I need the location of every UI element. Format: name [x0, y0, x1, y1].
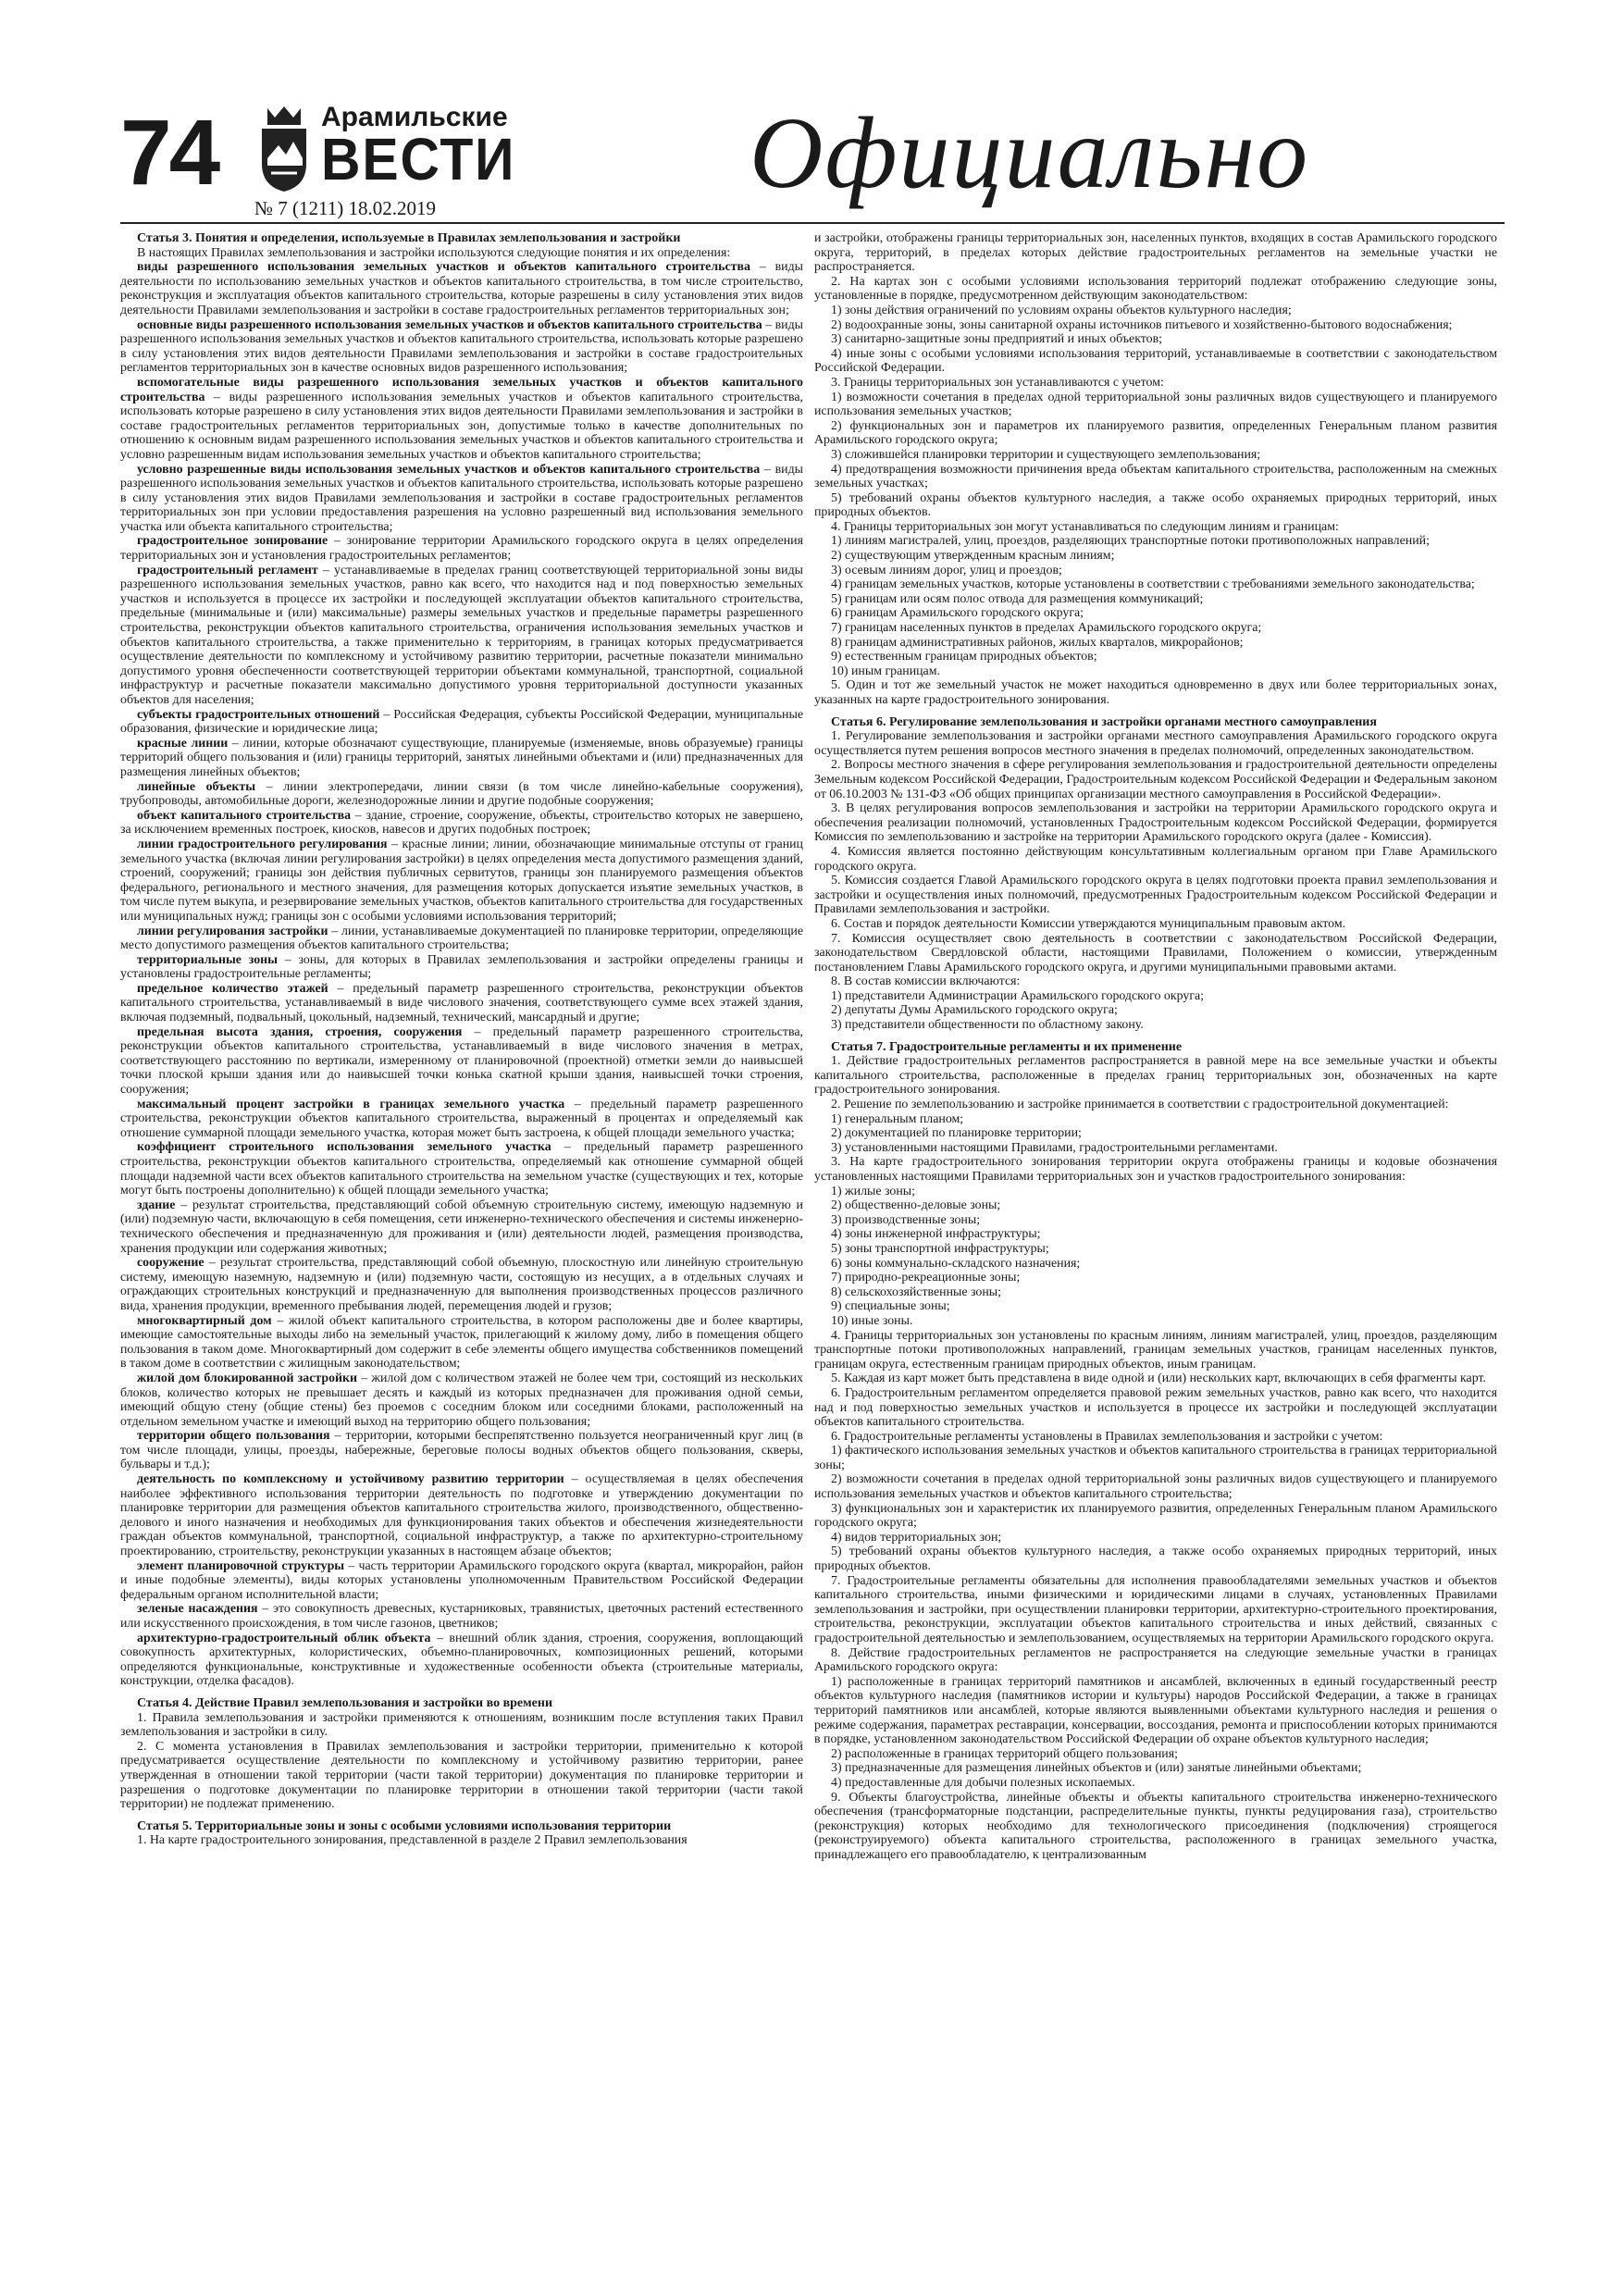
defined-term: условно разрешенные виды использования земельных участков и объектов капитального строительства [137, 462, 761, 477]
definition-text: – красные линии; линии, обозначающие минимальные отступы от границ земельного участка (включая линии регулирования застройки) в целях определения места допустимого размещения зданий, строений, сооружений; границы зон действия публичных сервитутов, границы зон планируемого размещения объектов федерального, регионального и местного значения, для размещения которых допускается изъятие земельных участков, в том числе путем выкупа, и резервирование земельных участков, объектов капитального строительства для государственных или муниципальных нужд; границы зон с особыми условиями использования территорий; [120, 837, 803, 924]
paragraph: 1. Действие градостроительных регламентов распространяется в равной мере на все земельные участки и объекты капитального строительства, расположенные в пределах границ территориальных зон, обозначенных на карте градостроительного зонирования. [814, 1054, 1497, 1098]
definition-text: – предельный параметр разрешенного строительства, реконструкции объектов капитального строительства, устанавливаемый в виде числового значения, соответствующего сумме всех этажей здания, включая подземный, подвальный, цокольный, надземный, технический, мансардный и другие; [120, 981, 803, 1025]
coat-of-arms-icon [254, 105, 314, 193]
paragraph: 3. В целях регулирования вопросов землепользования и застройки на территории Арамильского городского округа и обеспечения реализации полномочий, установленных Градостроительным кодексом Российской Федерации, формируется Комиссия по землепользованию и застройке на территории Арамильского городского округа (далее - Комиссия). [814, 801, 1497, 845]
paragraph: 3) осевым линиям дорог, улиц и проездов; [831, 563, 1062, 577]
defined-term: территориальные зоны [137, 952, 279, 967]
definition-paragraph [120, 1314, 803, 1371]
definition-text: – Российская Федерация, субъекты Российской Федерации, муниципальные образования, физические и юридические лица; [120, 707, 803, 737]
definition-text: – виды деятельности по использованию земельных участков и объектов капитального строительства, в том числе строительство, реконструкция и эксплуатация объектов капитального строительства, которые разрешены в силу установления этих видов деятельности Правилами землепользования и застройки в составе градостроительных регламентов территориальных зон; [120, 260, 803, 317]
logo-top-text: Арамильские [321, 102, 508, 132]
paragraph: 1) представители Администрации Арамильского городского округа; [831, 988, 1205, 1003]
paragraph: 4. Комиссия является постоянно действующим консультативным коллегиальным органом при Главе Арамильского городского округа. [814, 844, 1497, 874]
definition-paragraph [120, 1371, 803, 1429]
definition-paragraph [120, 708, 803, 737]
defined-term: линии градостроительного регулирования [137, 837, 388, 851]
definition-text: – часть территории Арамильского городского округа (квартал, микрорайон, район и иные подобные элементы), виды которых установлены уполномоченным Правительством Российской Федерации федеральным органом исполнительной власти; [120, 1558, 804, 1602]
defined-term: многоквартирный дом [137, 1313, 272, 1328]
definition-text: – результат строительства, представляющий собой объемную строительную систему, имеющую надземную и (или) подземную части, включающую в себя помещения, сети инженерно-технического обеспечения и системы инженерно-технического обеспечения и предназначенную для проживания и (или) деятельности людей, размещения производства, хранения продукции или содержания животных; [120, 1198, 803, 1256]
definition-paragraph [120, 838, 803, 925]
paragraph: 1) расположенные в границах территорий памятников и ансамблей, включенных в единый государственный реестр объектов культурного наследия (памятников истории и культуры) народов Российской Федерации, а также в границах территорий памятников или ансамблей, которые являются выявленными объектами культурного наследия и решения о режиме содержания, параметрах реставрации, консервации, воссоздания, ремонта и приспособлении которых принимаются в порядке, установленном законодательством Российской Федерации об охране объектов культурного наследия; [814, 1674, 1497, 1747]
paragraph: 8. Действие градостроительных регламентов не распространяется на следующие земельные участки в границах Арамильского городского округа: [814, 1645, 1497, 1675]
paragraph: 2) существующим утвержденным красным линиям; [831, 549, 1115, 564]
defined-term: максимальный процент застройки в границах земельного участка [137, 1097, 565, 1111]
paragraph: 3) предназначенные для размещения линейных объектов и (или) занятые линейными объектами; [831, 1761, 1362, 1776]
paragraph: 2) расположенные в границах территорий общего пользования; [831, 1746, 1178, 1761]
paragraph: 6) границам Арамильского городского округа; [831, 606, 1084, 621]
paragraph: 3. Границы территориальных зон устанавливаются с учетом: [831, 375, 1164, 390]
article-heading: Статья 6. Регулирование землепользования и застройки органами местного самоуправления [831, 714, 1377, 729]
definition-text: – зоны, для которых в Правилах землепользования и застройки определены границы и установлены градостроительные регламенты; [120, 952, 803, 982]
definition-paragraph [120, 982, 803, 1025]
paragraph: 3) санитарно-защитные зоны предприятий и иных объектов; [831, 332, 1163, 347]
paragraph: 7) границам населенных пунктов в пределах Арамильского городского округа; [831, 621, 1262, 636]
defined-term: коэффициент строительного использования земельного участка [137, 1140, 551, 1155]
defined-term: градостроительное зонирование [137, 534, 328, 549]
defined-term: субъекты градостроительных отношений [137, 707, 380, 722]
masthead [120, 88, 1490, 227]
paragraph: 3) функциональных зон и характеристик их планируемого развития, определенных Генеральным планом Арамильского городского округа; [814, 1501, 1497, 1531]
definition-paragraph [120, 260, 803, 317]
right-column [814, 231, 1497, 1863]
article-heading: Статья 5. Территориальные зоны и зоны с особыми условиями использования территории [137, 1818, 672, 1833]
definition-text: – жилой дом с количеством этажей не более чем три, состоящий из нескольких блоков, количество которых не превышает десять и каждый из которых предназначен для проживания одной семьи, имеющий общую стену (общие стены) без проемов с соседним блоком или соседними блоками, расположенный на отдельном земельном участке и имеющий выход на территорию общего пользования; [120, 1371, 804, 1429]
paragraph: 2. На картах зон с особыми условиями использования территорий подлежат отображению следующие зоны, установленные в порядке, предусмотренном действующим законодательством: [814, 274, 1497, 304]
paragraph: 4. Границы территориальных зон могут устанавливаться по следующим линиям и границам: [831, 519, 1339, 534]
definition-text: – устанавливаемые в пределах границ соответствующей территориальной зоны виды разрешенного использования земельных участков, равно как всего, что находится над и под поверхностью земельных участков и используется в процессе их застройки и последующей эксплуатации объектов капитального строительства, предельные (минимальные и (или) максимальные) размеры земельных участков и предельные параметры разрешенного строительства, реконструкции объектов капитального строительства, ограничения использования земельных участков и объектов капитального строительства, а также применительно к территориям, в границах которых предусматривается осуществление деятельности по комплексному и устойчивому развитию территории, расчетные показатели минимально допустимого уровня обеспеченности соответствующей территории объектами коммунальной, транспортной, социальной инфраструктур и расчетные показатели максимально допустимого уровня территориальной доступности указанных объектов для населения; [120, 563, 804, 707]
paragraph: 4. Границы территориальных зон установлены по красным линиям, линиям магистралей, улиц, проездов, разделяющим транспортные потоки противоположных направлений, границам земельных участков, границам населенных пунктов, границам округа, естественным границам природных объектов, иным границам. [814, 1328, 1497, 1371]
paragraph: 4) зоны инженерной инфраструктуры; [831, 1227, 1041, 1242]
definition-paragraph [120, 780, 803, 809]
defined-term: предельная высота здания, строения, сооружения [137, 1024, 463, 1039]
definition-text: – виды разрешенного использования земельных участков и объектов капитального строительства, использовать которые разрешено в силу установления этих видов деятельности Правилами землепользования и застройки в составе градостроительных регламентов территориальных зон, допустимые только в качестве дополнительных по отношению к основным видам разрешенного использования земельных участков и объектов капитального строительства и условно разрешенным видам использования земельных участков и объектов капитального строительства; [120, 390, 803, 462]
paragraph: 8) границам административных районов, жилых кварталов, микрорайонов; [831, 635, 1244, 650]
defined-term: предельное количество этажей [137, 981, 328, 996]
definition-text: – линии электропередачи, линии связи (в том числе линейно-кабельные сооружения), трубопроводы, автомобильные дороги, железнодорожные линии и другие подобные сооружения; [120, 779, 804, 809]
paragraph: 1. Регулирование землепользования и застройки органами местного самоуправления Арамильского городского округа осуществляется путем решения вопросов местного значения в пределах полномочий, определенных законодательством. [814, 729, 1497, 758]
defined-term: зеленые насаждения [137, 1602, 258, 1617]
paragraph: 3) установленными настоящими Правилами, градостроительными регламентами. [831, 1140, 1278, 1155]
definition-text: – предельный параметр разрешенного строительства, реконструкции объектов капитального строительства, выраженный в процентах и определяемый как отношение суммарной площади земельного участка, которая может быть застроена, к общей площади земельного участка; [120, 1097, 803, 1140]
paragraph: 4) видов территориальных зон; [831, 1530, 1002, 1545]
paragraph: 6. Градостроительным регламентом определяется правовой режим земельных участков, равно как всего, что находится над и под поверхностью земельных участков и используется в процессе их застройки и последующей эксплуатации объектов капитального строительства. [814, 1385, 1497, 1430]
definition-paragraph [120, 809, 803, 838]
definition-paragraph [120, 564, 803, 708]
article-heading: Статья 7. Градостроительные регламенты и их применение [831, 1039, 1183, 1054]
paragraph: 5) требований охраны объектов культурного наследия, а также особо охраняемых природных территорий, иных природных объектов. [814, 1545, 1497, 1574]
defined-term: линейные объекты [137, 779, 256, 794]
definition-paragraph [120, 737, 803, 780]
defined-term: территории общего пользования [137, 1429, 330, 1444]
definition-paragraph [120, 534, 803, 563]
paragraph: 2) депутаты Думы Арамильского городского округа; [831, 1003, 1118, 1018]
defined-term: объект капитального строительства [137, 808, 352, 823]
definition-text: – осуществляемая в целях обеспечения наиболее эффективного использования территории деятельность по подготовке и утверждению документации по планировке территории для размещения объектов капитального строительства жилого, производственного, общественно-делового и иного назначения и необходимых для функционирования таких объектов и обеспечения жизнедеятельности граждан объектов коммунальной, транспортной, социальной инфраструктур, а также по архитектурно-строительному проектированию, строительству, реконструкции указанных в настоящем абзаце объектов; [120, 1472, 803, 1559]
defined-term: жилой дом блокированной застройки [137, 1371, 358, 1385]
defined-term: здание [137, 1198, 176, 1212]
definition-text: – здание, строение, сооружение, объекты, строительство которых не завершено, за исключением временных построек, киосков, навесов и других подобных построек; [120, 808, 803, 838]
paragraph: 10) иным границам. [831, 664, 940, 678]
definition-paragraph [120, 1429, 803, 1472]
paragraph: 5. Один и тот же земельный участок не может находиться одновременно в двух или более территориальных зонах, указанных на карте градостроительного зонирования. [814, 678, 1497, 707]
definition-paragraph [120, 1098, 803, 1141]
definition-paragraph [120, 1198, 803, 1256]
paragraph: 5. Комиссия создается Главой Арамильского городского округа в целях подготовки проекта правил землепользования и застройки и осуществления иных полномочий, предусмотренных Градостроительным кодексом Российской Федерации и Правилами землепользования и застройки. [814, 874, 1497, 917]
definition-paragraph [120, 318, 803, 376]
paragraph: 1. На карте градостроительного зонирования, представленной в разделе 2 Правил землепользования [137, 1833, 688, 1848]
defined-term: сооружение [137, 1256, 204, 1271]
paragraph: 8) сельскохозяйственные зоны; [831, 1285, 1001, 1299]
definition-paragraph [120, 376, 803, 463]
defined-term: градостроительный регламент [137, 563, 318, 577]
paragraph: 4) предотвращения возможности причинения вреда объектам капитального строительства, расположенным на смежных земельных участках; [814, 462, 1497, 491]
paragraph: В настоящих Правилах землепользования и застройки используются следующие понятия и их определения: [137, 245, 731, 260]
defined-term: красные линии [137, 736, 229, 751]
definition-text: – результат строительства, представляющий собой объемную, плоскостную или линейную строительную систему, имеющую наземную, надземную и (или) подземную части, состоящую из несущих, а в отдельных случаях и ограждающих строительных конструкций и предназначенную для выполнения производственных процессов различного вида, хранения продукции, временного пребывания людей, перемещения людей и грузов; [120, 1256, 803, 1313]
issue-info: № 7 (1211) 18.02.2019 [254, 197, 436, 219]
definition-paragraph [120, 1256, 803, 1313]
paragraph: 2. Решение по землепользованию и застройке принимается в соответствии с градостроительной документацией: [831, 1098, 1449, 1112]
paragraph: 1) зоны действия ограничений по условиям охраны объектов культурного наследия; [831, 303, 1292, 317]
paragraph: 5. Каждая из карт может быть представлена в виде одной и (или) нескольких карт, включающих в себя фрагменты карт. [831, 1371, 1486, 1386]
definition-text: – жилой объект капитального строительства, в котором расположены две и более квартиры, имеющие самостоятельные выходы либо на земельный участок, прилегающий к жилому дому, либо в помещения общего пользования в таком доме. Многоквартирный дом содержит в себе элементы общего имущества собственников помещений в таком доме в соответствии с жилищным законодательством; [120, 1313, 804, 1371]
paragraph: 1) линиям магистралей, улиц, проездов, разделяющих транспортные потоки противоположных направлений; [831, 534, 1430, 549]
paragraph: 4) границам земельных участков, которые установлены в соответствии с требованиями земельного законодательства; [831, 577, 1475, 592]
paragraph: 8. В состав комиссии включаются: [831, 974, 1021, 989]
paragraph: 1) жилые зоны; [831, 1184, 915, 1198]
paragraph: 2) документацией по планировке территории; [831, 1126, 1082, 1141]
definition-text: – внешний облик здания, строения, сооружения, воплощающий совокупность архитектурных, колористических, объемно-планировочных, композиционных решений, которыми определяются функциональные, конструктивные и художественные особенности объекта (строительные материалы, конструкции, отделка фасадов). [120, 1631, 803, 1689]
definition-text: – линии, устанавливаемые документацией по планировке территории, определяющие место допустимого размещения объектов капитального строительства; [120, 924, 803, 953]
paragraph: 6. Градостроительные регламенты установлены в Правилах землепользования и застройки с учетом: [831, 1429, 1383, 1444]
paragraph: 3) сложившейся планировки территории и существующего землепользования; [831, 447, 1261, 462]
definition-paragraph [120, 1472, 803, 1559]
paragraph: 7. Комиссия осуществляет свою деятельность в соответствии с законодательством Российской Федерации, законодательством Свердловской области, настоящими Правилами, Положением о комиссии, утвержденным постановлением Главы Арамильского городского округа, и другими муниципальными правовыми актами. [814, 931, 1497, 974]
paragraph: и застройки, отображены границы территориальных зон, населенных пунктов, входящих в состав Арамильского городского округа, территорий, в пределах которых действие градостроительных регламентов на земельные участки не распространяется. [814, 231, 1497, 275]
paragraph: 5) границам или осям полос отвода для размещения коммуникаций; [831, 591, 1204, 606]
defined-term: деятельность по комплексному и устойчивому развитию территории [137, 1472, 564, 1487]
paragraph: 5) требований охраны объектов культурного наследия, а также особо охраняемых природных территорий, иных природных объектов. [814, 490, 1497, 520]
defined-term: линии регулирования застройки [137, 924, 328, 938]
newspaper-logo [254, 102, 588, 219]
definition-text: – виды разрешенного использования земельных участков и объектов капитального строительства, использовать которые разрешено в силу установления этих видов Правилами землепользования и застройки в составе градостроительных регламентов территориальных зон при условии предоставления разрешения на условно разрешенный вид использования земельного участка или объекта капитального строительства; [120, 462, 803, 534]
paragraph: 1) возможности сочетания в пределах одной территориальной зоны различных видов существующего и планируемого использования земельных участков; [814, 390, 1497, 419]
header-divider [120, 222, 1505, 224]
paragraph: 2) общественно-деловые зоны; [831, 1198, 1001, 1213]
paragraph: 3. На карте градостроительного зонирования территории округа отображены границы и кодовые обозначения установленных настоящими Правилами территориальных зон и участков градостроительного зонирования: [814, 1155, 1497, 1184]
defined-term: основные виды разрешенного использования земельных участков и объектов капитального строительства [137, 317, 762, 332]
paragraph: 2) функциональных зон и параметров их планируемого развития, определенных Генеральным планом развития Арамильского городского округа; [814, 418, 1497, 448]
paragraph: 9. Объекты благоустройства, линейные объекты и объекты капитального строительства инженерно-технического обеспечения (трансформаторные подстанции, распределительные пункты, пункты редуцирования газа), строительство (реконструкция) которых необходимо для технологического присоединения (подключения) строящегося (реконструируемого) объекта капитального строительства, расположенного в границах земельного участка, принадлежащего его правообладателю, к централизованным [814, 1790, 1497, 1862]
paragraph: 5) зоны транспортной инфраструктуры; [831, 1241, 1049, 1256]
definition-paragraph [120, 1602, 803, 1631]
left-column [120, 231, 803, 1848]
paragraph: 2) водоохранные зоны, зоны санитарной охраны источников питьевого и хозяйственно-бытового водоснабжения; [831, 317, 1453, 332]
paragraph: 9) специальные зоны; [831, 1299, 950, 1314]
paragraph: 3) представители общественности по областному закону. [831, 1018, 1144, 1033]
article-heading: Статья 3. Понятия и определения, используемые в Правилах землепользования и застройки [137, 231, 681, 245]
paragraph: 6) зоны коммунально-складского назначения; [831, 1256, 1081, 1271]
paragraph: 2) возможности сочетания в пределах одной территориальной зоны различных видов существующего и планируемого использования земельных участков и объектов капитального строительства; [814, 1472, 1497, 1502]
paragraph: 1) фактического использования земельных участков и объектов капитального строительства в границах территориальной зоны; [814, 1444, 1497, 1472]
definition-paragraph [120, 1140, 803, 1198]
section-title: Официально [750, 96, 1310, 209]
page-number: 74 [120, 101, 218, 205]
paragraph: 6. Состав и порядок деятельности Комиссии утверждаются муниципальным правовым актом. [831, 916, 1346, 931]
paragraph: 7. Градостроительные регламенты обязательны для исполнения правообладателями земельных участков и объектов капитального строительства, иными физическими и юридическими лицами в случаях, установленных Правилами землепользования и застройки, при осуществлении планировки территории, архитектурно-строительного проектирования, строительства, реконструкции, эксплуатации объектов капитального строительства и иных действий, связанных с градостроительной деятельностью и землепользованием, осуществляемых на территории Арамильского городского округа. [814, 1573, 1497, 1645]
definition-paragraph [120, 1025, 803, 1098]
paragraph: 4) предоставленные для добычи полезных ископаемых. [831, 1775, 1135, 1790]
defined-term: виды разрешенного использования земельных участков и объектов капитального строительства [137, 260, 750, 275]
paragraph: 9) естественным границам природных объектов; [831, 650, 1097, 664]
defined-term: элемент планировочной структуры [137, 1558, 345, 1573]
paragraph: 2. Вопросы местного значения в сфере регулирования землепользования и градостроительной деятельности определены Земельным кодексом Российской Федерации, Градостроительным кодексом Российской Федерации и Федеральным законом от 06.10.2003 № 131-ФЗ «Об общих принципах организации местного самоуправления в Российской Федерации». [814, 758, 1497, 801]
paragraph: 1) генеральным планом; [831, 1111, 964, 1126]
paragraph: 1. Правила землепользования и застройки применяются к отношениям, возникшим после вступления таких Правил землепользования и застройки в силу. [120, 1710, 803, 1740]
definition-paragraph [120, 1559, 803, 1603]
paragraph: 10) иные зоны. [831, 1313, 913, 1328]
defined-term: архитектурно-градостроительный облик объекта [137, 1631, 431, 1645]
defined-term: вспомогательные виды разрешенного использования земельных участков и объектов капитального строительства [120, 375, 803, 404]
definition-paragraph [120, 925, 803, 953]
article-heading: Статья 4. Действие Правил землепользования и застройки во времени [137, 1695, 553, 1710]
definition-text: – зонирование территории Арамильского городского округа в целях определения территориальных зон и установления градостроительных регламентов; [120, 534, 803, 564]
definition-text: – линии, которые обозначают существующие, планируемые (изменяемые, вновь образуемые) границы территорий общего пользования и (или) границы территорий, занятых линейными объектами и (или) предназначенных для размещения линейных объектов; [120, 736, 804, 779]
paragraph: 4) иные зоны с особыми условиями использования территорий, устанавливаемые в соответствии с законодательством Российской Федерации. [814, 346, 1497, 376]
definition-paragraph [120, 1632, 803, 1689]
paragraph: 2. С момента установления в Правилах землепользования и застройки территории, применительно к которой предусматривается осуществление деятельности по комплексному и устойчивому развитию территории, ранее утвержденная в отношении такой территории (части такой территории) документация по планировке территории и разрешения о подготовке документации по планировке территории в отношении такой территории (части такой территории) не подлежат применению. [120, 1739, 803, 1812]
definition-text: – предельный параметр разрешенного строительства, реконструкции объектов капитального строительства, определяемый как отношение суммарной общей площади надземной части всех объектов капитального строительства на земельном участке (существующих и тех, которые могут быть построены дополнительно) к общей площади земельного участка; [120, 1140, 803, 1198]
paragraph: 7) природно-рекреационные зоны; [831, 1271, 1021, 1285]
definition-paragraph [120, 953, 803, 982]
definition-text: – предельный параметр разрешенного строительства, реконструкции объектов капитального строительства, устанавливаемый в виде числового значения в метрах, соответствующего расстоянию по вертикали, измеренному от планировочной (проектной) отметки земли до наивысшей точки плоской крыши здания или до наивысшей точки конька скатной крыши здания, наивысшей точки строения, сооружения; [120, 1024, 803, 1098]
definition-text: – виды разрешенного использования земельных участков и объектов капитального строительства, использовать которые разрешено в силу установления этих видов деятельности Правилами землепользования и застройки в составе градостроительных регламентов территориальных зон в качестве основных видов разрешенного использования; [120, 317, 803, 376]
definition-text: – это совокупность древесных, кустарниковых, травянистых, цветочных растений естественного или искусственного происхождения, в том числе газонов, цветников; [120, 1602, 803, 1631]
definition-text: – территории, которыми беспрепятственно пользуется неограниченный круг лиц (в том числе площади, улицы, проезды, набережные, береговые полосы водных объектов общего пользования, скверы, бульвары и т.д.); [120, 1429, 803, 1472]
paragraph: 3) производственные зоны; [831, 1212, 981, 1227]
logo-main-text: ВЕСТИ [321, 126, 516, 192]
definition-paragraph [120, 463, 803, 535]
